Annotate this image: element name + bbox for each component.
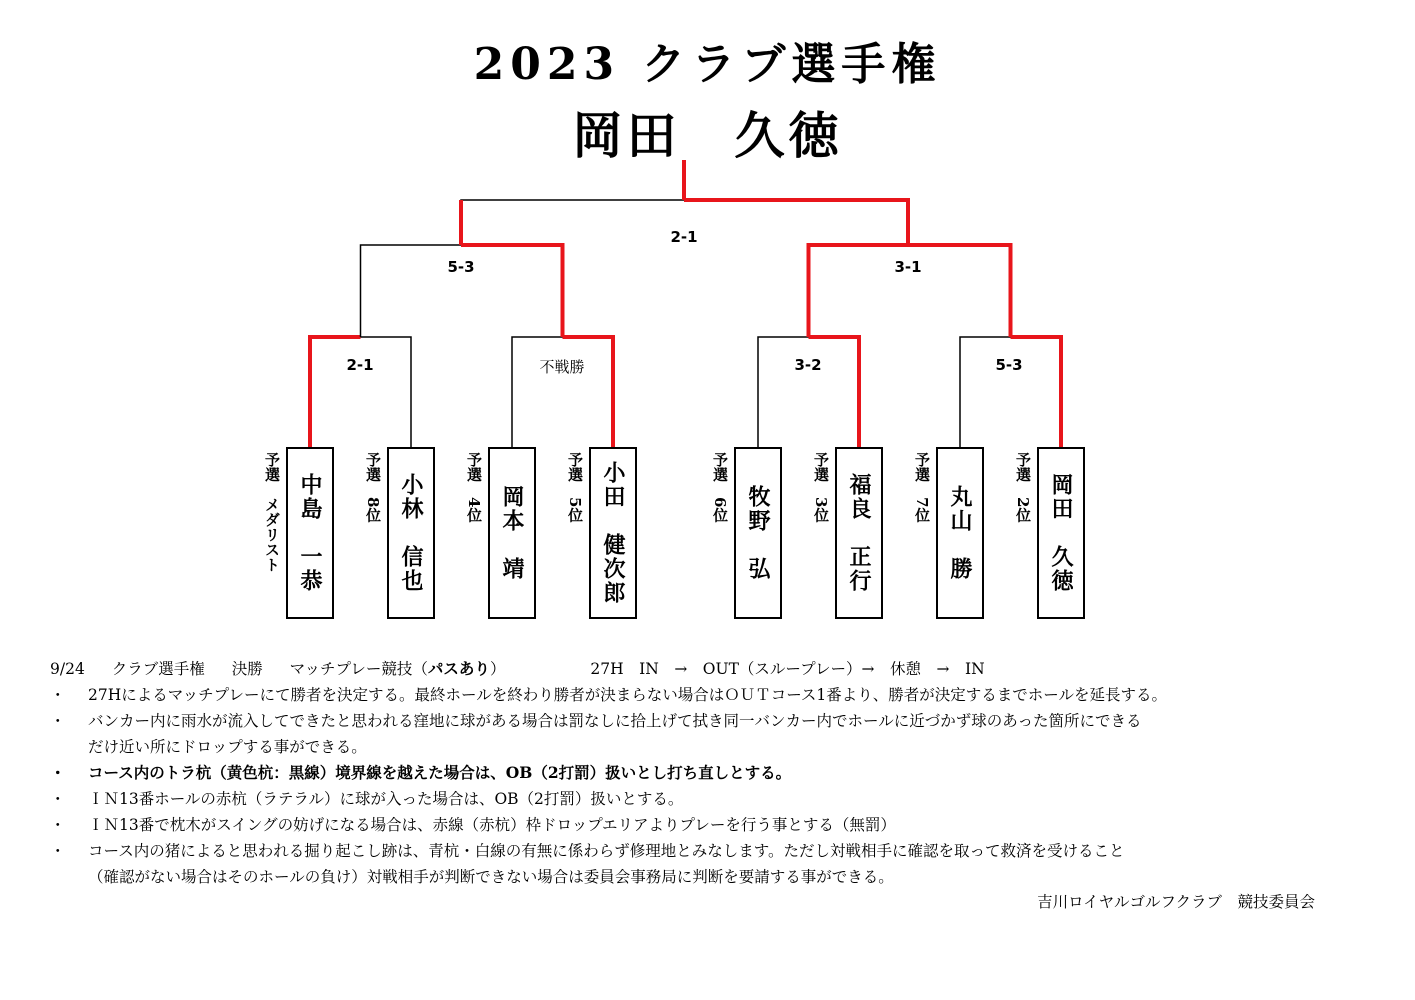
player-name: 福良 正行 bbox=[846, 473, 872, 593]
bracket-line-loser bbox=[361, 245, 462, 337]
bracket-line-loser bbox=[461, 200, 684, 245]
player-name: 丸山 勝 bbox=[947, 485, 973, 581]
bracket-line-loser bbox=[758, 337, 809, 448]
rule-item: ・ コース内のトラ杭（黄色杭：黒線）境界線を越えた場合は、OB（2打罰）扱いとし打ち直しとする。 bbox=[50, 763, 792, 782]
bracket-line-winner bbox=[908, 245, 1011, 337]
rule-item: ・ ＩＮ13番で枕木がスイングの妨げになる場合は、赤線（赤杭）枠ドロップエリアよりプレーを行う事とする（無罰） bbox=[50, 816, 896, 834]
event-name: クラブ選手権 bbox=[111, 660, 205, 678]
player-box bbox=[936, 447, 984, 619]
player-box bbox=[1037, 447, 1085, 619]
match-format: マッチプレー競技（パスあり） bbox=[289, 659, 506, 678]
organizer: 吉川ロイヤルゴルフクラブ 競技委員会 bbox=[1037, 893, 1315, 911]
rule-item: ・ コース内の猪によると思われる掘り起こし跡は、青杭・白線の有無に係わらず修理地とみなします。ただし対戦相手に確認を取って救済を受けること bbox=[50, 842, 1125, 860]
bracket-line-loser bbox=[512, 337, 563, 448]
player-box bbox=[589, 447, 637, 619]
score-quarterfinal-1: 2-1 bbox=[346, 356, 374, 374]
rule-item-continued: だけ近い所にドロップする事ができる。 bbox=[88, 738, 367, 756]
bracket-line-winner bbox=[310, 337, 361, 448]
round-name: 決勝 bbox=[231, 660, 263, 678]
player-name: 小林 信也 bbox=[398, 473, 424, 593]
player-seed: 予選 4位 bbox=[465, 452, 483, 523]
player-name: 中島 一恭 bbox=[297, 473, 323, 593]
bracket-line-winner bbox=[684, 200, 908, 245]
player-box bbox=[387, 447, 435, 619]
competition-notes bbox=[50, 656, 1370, 890]
bracket-line-loser bbox=[361, 337, 412, 448]
score-quarterfinal-2: 不戦勝 bbox=[539, 358, 585, 376]
player-seed: 予選 6位 bbox=[711, 452, 729, 523]
score-final: 2-1 bbox=[670, 228, 698, 246]
player-box bbox=[835, 447, 883, 619]
player-seed: 予選 2位 bbox=[1014, 452, 1032, 523]
player-seed: 予選 メダリスト bbox=[263, 452, 281, 572]
bracket-line-winner bbox=[563, 337, 614, 448]
player-seed: 予選 7位 bbox=[913, 452, 931, 523]
score-semifinal-2: 3-1 bbox=[894, 258, 922, 276]
hole-order: 27H IN → OUT（スループレー）→ 休憩 → IN bbox=[590, 660, 985, 678]
player-box bbox=[488, 447, 536, 619]
bracket-line-loser bbox=[960, 337, 1011, 448]
rule-item-continued: （確認がない場合はそのホールの負け）対戦相手が判断できない場合は委員会事務局に判断を要請する事ができる。 bbox=[88, 868, 894, 886]
player-seed: 予選 3位 bbox=[812, 452, 830, 523]
score-semifinal-1: 5-3 bbox=[447, 258, 475, 276]
player-name: 小田 健次郎 bbox=[600, 461, 626, 605]
page-title: 2023 クラブ選手権 bbox=[473, 39, 942, 90]
bracket-line-winner bbox=[809, 245, 909, 337]
score-quarterfinal-3: 3-2 bbox=[794, 356, 822, 374]
score-quarterfinal-4: 5-3 bbox=[995, 356, 1023, 374]
player-box bbox=[286, 447, 334, 619]
match-date: 9/24 bbox=[50, 660, 85, 678]
bracket-line-winner bbox=[1011, 337, 1062, 448]
bracket-line-winner bbox=[809, 337, 860, 448]
player-name: 岡本 靖 bbox=[499, 485, 525, 581]
player-name: 牧野 弘 bbox=[745, 485, 771, 581]
rule-item: ・ 27Hによるマッチプレーにて勝者を決定する。最終ホールを終わり勝者が決まらない場合はＯＵＴコース1番より、勝者が決定するまでホールを延長する。 bbox=[50, 686, 1167, 704]
rule-item: ・ ＩＮ13番ホールの赤杭（ラテラル）に球が入った場合は、OB（2打罰）扱いとする。 bbox=[50, 790, 684, 808]
player-seed: 予選 8位 bbox=[364, 452, 382, 523]
notes-header bbox=[50, 656, 1370, 682]
player-name: 岡田 久徳 bbox=[1048, 473, 1074, 593]
player-box bbox=[734, 447, 782, 619]
champion-name: 岡田 久徳 bbox=[572, 106, 843, 165]
bracket-line-winner bbox=[461, 245, 563, 337]
player-seed: 予選 5位 bbox=[566, 452, 584, 523]
rule-item: ・ バンカー内に雨水が流入してできたと思われる窪地に球がある場合は罰なしに拾上げて拭き同一バンカー内でホールに近づかず球のあった箇所にできる bbox=[50, 712, 1142, 730]
